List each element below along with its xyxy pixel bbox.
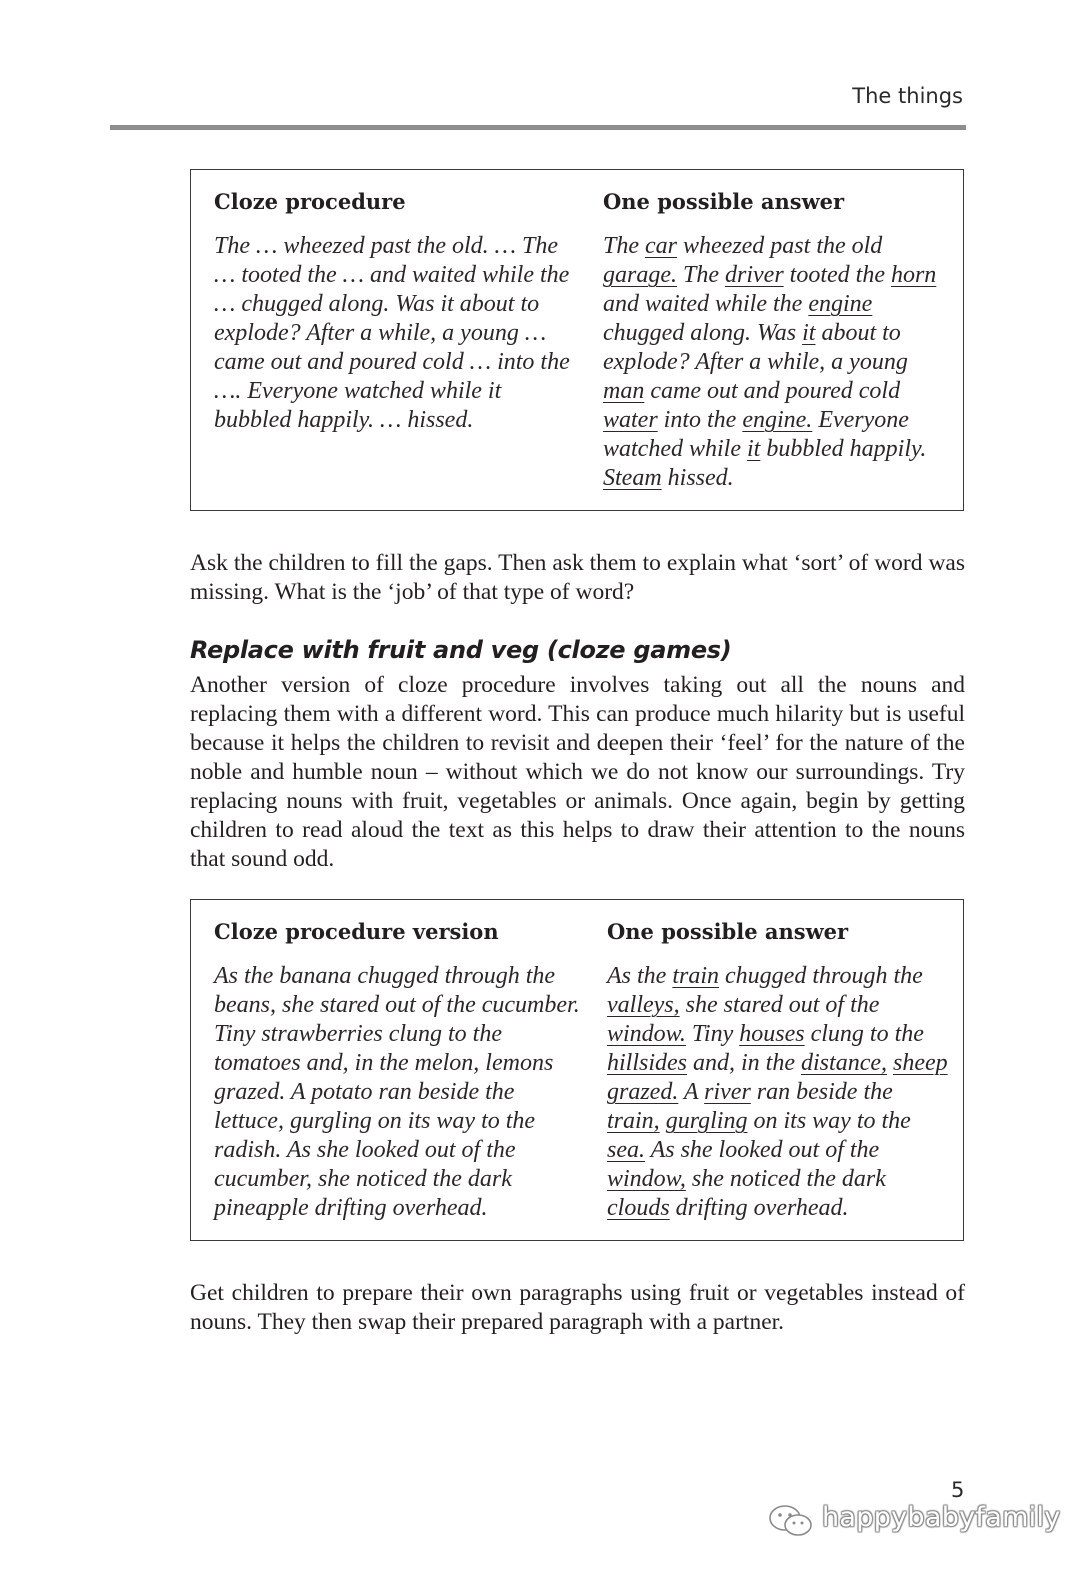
underlined-noun: driver	[725, 262, 784, 288]
watermark-text: happybabyfamily	[822, 1502, 1061, 1533]
section-heading: Replace with fruit and veg (cloze games)	[190, 636, 732, 664]
column-heading: One possible answer	[603, 189, 845, 214]
underlined-noun: sheep	[893, 1050, 948, 1076]
underlined-noun: it	[802, 320, 816, 346]
underlined-noun: horn	[890, 262, 937, 288]
header-rule	[110, 125, 966, 130]
watermark	[768, 1500, 1061, 1540]
underlined-noun: garage.	[603, 262, 677, 288]
underlined-noun: window,	[607, 1166, 686, 1192]
underlined-noun: gurgling	[665, 1108, 748, 1134]
underlined-noun: window.	[607, 1021, 686, 1047]
cloze-table-2	[190, 899, 964, 1241]
cloze-text: The … wheezed past the old. … The … tooted the … and waited while the … chugged along. Was it about to explode? After a while, a young … came out and poured cold … into the …. Everyone watched while it bubbled happily. … hissed.	[214, 233, 570, 433]
underlined-noun: train	[672, 963, 720, 989]
underlined-noun: it	[746, 436, 761, 462]
underlined-noun: river	[704, 1079, 751, 1105]
cloze-text: As the banana chugged through the beans, she stared out of the cucumber. Tiny strawberries clung to the tomatoes and, in the melon, lemons grazed. A potato ran beside the lettuce, gurgling on its way to the radish. As she looked out of the cucumber, she noticed the dark pineapple drifting overhead.	[214, 963, 580, 1221]
column-heading: One possible answer	[607, 919, 849, 944]
underlined-noun: man	[603, 378, 645, 404]
cloze-table-1	[190, 169, 964, 511]
underlined-noun: houses	[739, 1021, 805, 1047]
underlined-noun: engine	[808, 291, 873, 317]
underlined-noun: water	[603, 407, 658, 433]
answer-text: The car wheezed past the old garage. The driver tooted the horn and waited while the engine chugged along. Was it about to explode? After a while, a young man came out and poured cold water into the engine. Everyone watched while it bubbled happily. Steam hissed.	[603, 233, 937, 491]
underlined-noun: grazed.	[607, 1079, 679, 1105]
underlined-noun: valleys,	[607, 992, 680, 1018]
page-number: 5	[951, 1478, 965, 1502]
body-paragraph: Another version of cloze procedure involves taking out all the nouns and replacing them with a different word. This can produce much hilarity but is useful because it helps the children to revisit and deepen their ‘feel’ for the nature of the noble and humble noun – without which we do not know our surroundings. Try replacing nouns with fruit, vegetables or animals. Once again, begin by getting children to read aloud the text as this helps to draw their attention to the nouns that sound odd.	[190, 672, 965, 872]
underlined-noun: sea.	[607, 1137, 645, 1163]
underlined-noun: Steam	[603, 465, 662, 491]
column-heading: Cloze procedure	[214, 189, 406, 214]
underlined-noun: hillsides	[607, 1050, 688, 1076]
instruction-paragraph: Ask the children to fill the gaps. Then ask them to explain what ‘sort’ of word was missing. What is the ‘job’ of that type of word?	[190, 550, 965, 605]
column-heading: Cloze procedure version	[214, 919, 499, 944]
underlined-noun: train,	[607, 1108, 660, 1134]
underlined-noun: engine.	[742, 407, 813, 433]
wechat-icon	[768, 1504, 814, 1538]
closing-paragraph: Get children to prepare their own paragraphs using fruit or vegetables instead of nouns. They then swap their prepared paragraph with a partner.	[190, 1280, 965, 1335]
answer-text: As the train chugged through the valleys, she stared out of the window. Tiny houses clung to the hillsides and, in the distance, sheep grazed. A river ran beside the train, gurgling on its way to the sea. As she looked out of the window, she noticed the dark clouds drifting overhead.	[607, 963, 948, 1221]
underlined-noun: distance,	[801, 1050, 887, 1076]
underlined-noun: car	[645, 233, 677, 259]
running-head: The things	[852, 84, 963, 108]
underlined-noun: clouds	[607, 1195, 670, 1221]
